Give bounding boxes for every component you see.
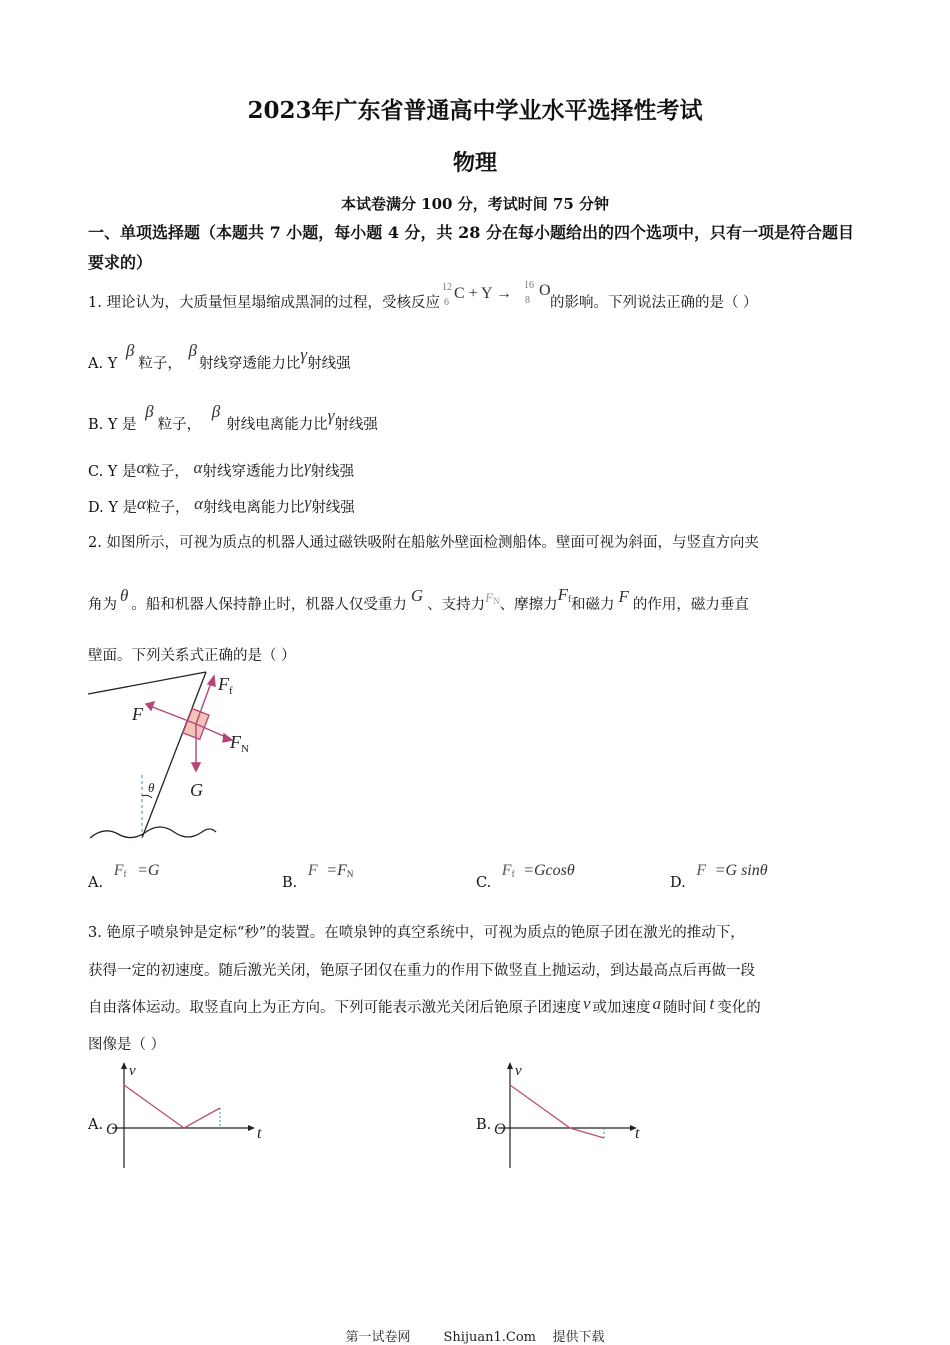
origin-label: O	[494, 1121, 506, 1138]
q3-option-a-label[interactable]: A.	[88, 1117, 104, 1133]
velocity-line	[124, 1085, 220, 1128]
water-wave	[90, 827, 216, 838]
q3-line-1: 3. 铯原子喷泉钟是定标“秒”的装置。在喷泉钟的真空系统中，可视为质点的铯原子团在激光的推动下，	[88, 925, 745, 941]
q3-line-4: 图像是（ ）	[88, 1037, 166, 1053]
q2-option-d[interactable]: D. F =G sinθ	[670, 862, 768, 891]
q3-option-b-label[interactable]: B.	[476, 1117, 492, 1133]
q2-line-1: 2. 如图所示，可视为质点的机器人通过磁铁吸附在船舷外壁面检测船体。壁面可视为斜面，与竖直方向夹	[88, 535, 759, 551]
y-label: v	[129, 1063, 136, 1079]
label-f: F	[132, 704, 143, 724]
velocity-line	[510, 1085, 604, 1138]
x-label: t	[635, 1125, 640, 1142]
theta-arc	[142, 795, 152, 798]
q2-force-diagram	[84, 668, 274, 848]
nuclear-reaction	[440, 280, 551, 311]
q1-stem	[88, 280, 758, 312]
o-atomic-number: 8	[524, 295, 530, 306]
origin-label: O	[106, 1121, 118, 1138]
c-atomic-number: 6	[443, 297, 449, 308]
y-axis-arrow	[507, 1062, 513, 1069]
subject-title: 物理	[452, 150, 497, 176]
reaction-o: O	[538, 282, 551, 299]
q1-suffix: 的影响。下列说法正确的是（ ）	[549, 295, 758, 311]
q1-option-a[interactable]: A. Y β粒子， β射线穿透能力比γ射线强	[88, 341, 351, 372]
x-label: t	[257, 1125, 262, 1142]
exam-meta: 本试卷满分 100 分，考试时间 75 分钟	[340, 195, 610, 213]
ship-deck-line	[88, 672, 206, 694]
c-mass-number: 12	[441, 282, 452, 293]
label-ff: $F_f$	[218, 674, 233, 697]
q1-option-d[interactable]: D. Y 是α粒子， α射线电离能力比γ射线强	[88, 493, 355, 516]
y-axis-arrow	[121, 1062, 127, 1069]
q2-line-3: 壁面。下列关系式正确的是（ ）	[88, 648, 296, 664]
q3-graph-a	[100, 1060, 270, 1170]
q1-prefix: 1. 理论认为，大质量恒星塌缩成黑洞的过程，受核反应	[88, 295, 440, 311]
o-mass-number: 16	[523, 280, 534, 291]
section-heading: 一、单项选择题（本题共 7 小题，每小题 4 分，共 28 分在每小题给出的四个选项中，只有一项是符合题目要求的）	[88, 223, 854, 272]
q2-option-b[interactable]: B. $F =F_N$	[282, 862, 354, 891]
exam-title: 2023年广东省普通高中学业水平选择性考试	[247, 97, 703, 124]
q3-line-2: 获得一定的初速度。随后激光关闭，铯原子团仅在重力的作用下做竖直上抛运动，到达最高点后再做一段	[88, 963, 755, 979]
q2-option-a[interactable]: A. $F_f =G$	[88, 862, 160, 891]
q2-line-2: 角为 θ 。船和机器人保持静止时，机器人仅受重力 G 、支持力$F_N$、摩擦力$F_f$和磁力 F 的作用，磁力垂直	[88, 585, 749, 613]
q1-option-b[interactable]: B. Y 是 β粒子， β射线电离能力比γ射线强	[88, 402, 378, 433]
q1-option-c[interactable]: C. Y 是α粒子， α射线穿透能力比γ射线强	[88, 457, 355, 480]
y-label: v	[515, 1063, 522, 1079]
q2-option-c[interactable]: C. $F_f =Gcos\theta$	[476, 862, 575, 891]
label-g: G	[190, 780, 203, 800]
q3-graph-b	[488, 1060, 658, 1170]
q3-line-3: 自由落体运动。取竖直向上为正方向。下列可能表示激光关闭后铯原子团速度 v 或加速度 a 随时间 t 变化的	[88, 994, 761, 1016]
page-footer: 第一试卷网 Shijuan1.Com 提供下载	[345, 1330, 605, 1345]
label-fn: $F_N$	[230, 732, 249, 755]
x-axis-arrow	[248, 1125, 255, 1131]
reaction-lhs: C + Y →	[453, 285, 513, 302]
label-theta: θ	[148, 780, 155, 795]
